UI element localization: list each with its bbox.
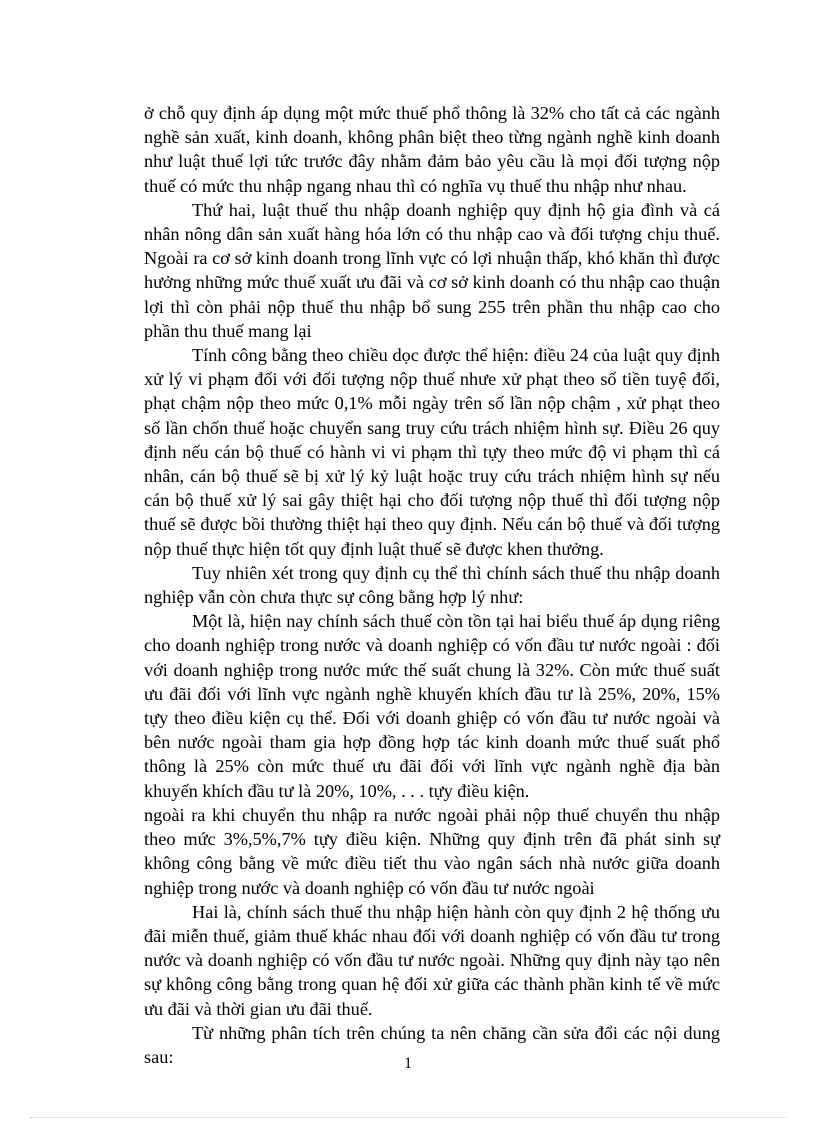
paragraph-6: Hai là, chính sách thuế thu nhập hiện hành còn quy định 2 hệ thống ưu đãi miễn thuế, giảm thuế khác nhau đối với doanh nghiệp có vốn đầu tư trong nước và doanh nghiệp có vốn đầu tư nước ngoài. Những quy định này tạo nên sự không công bằng trong quan hệ đối xử giữa các thành phần kinh tế về mức ưu đãi và thời gian ưu đãi thuế. [144, 901, 720, 1019]
paragraph-5: Một là, hiện nay chính sách thuế còn tồn tại hai biểu thuế áp dụng riêng cho doanh nghiệp trong nước và doanh nghiệp có vốn đầu tư nước ngoài : đối với doanh nghiệp trong nước mức thế suất chung là 32%. Còn mức thuế suất ưu đãi đối với lĩnh vực ngành nghề khuyến khích đầu tư là 25%, 20%, 15% tựy theo điều kiện cụ thể. Đối với doanh ghiệp có vốn đầu tư nước ngoài và bên nước ngoài tham gia hợp đồng hợp tác kinh doanh mức thuế suất phổ thông là 25% còn mức thuế ưu đãi đối với lĩnh vực ngành nghề địa bàn khuyến khích đầu tư là 20%, 10%, . . . tựy điều kiện. ngoài ra khi chuyển thu nhập ra nước ngoài phải nộp thuế chuyển thu nhập theo mức 3%,5%,7% tựy điều kiện. Những quy định trên đã phát sinh sự không công bằng về mức điều tiết thu vào ngân sách nhà nước giữa doanh nghiệp trong nước và doanh nghiệp có vốn đầu tư nước ngoài [144, 611, 720, 898]
paragraph-7: Từ những phân tích trên chúng ta nên chăng cần sửa đổi các nội dung sau: [144, 1022, 720, 1067]
paragraph-3: Tính công bằng theo chiều dọc được thể hiện: điều 24 của luật quy định xử lý vi phạm đối với đối tượng nộp thuế nhưe xử phạt theo số tiền tuyệ đối, phạt chậm nộp theo mức 0,1% mỗi ngày trên số lần nộp chậm , xử phạt theo số lần chốn thuế hoặc chuyển sang truy cứu trách nhiệm hình sự. Điều 26 quy định nếu cán bộ thuế có hành vi vi phạm thì tựy theo mức độ vi phạm thì cá nhân, cán bộ thuế sẽ bị xử lý kỷ luật hoặc truy cứu trách nhiệm hình sự nếu cán bộ thuế xử lý sai gây thiệt hại cho đối tượng nộp thuế thì đối tượng nộp thuế sẽ được bồi thường thiệt hại theo quy định. Nếu cán bộ thuế và đối tượng nộp thuế thực hiện tốt quy định luật thuế sẽ được khen thưởng. [144, 345, 720, 559]
paragraph-4: Tuy nhiên xét trong quy định cụ thể thì chính sách thuế thu nhập doanh nghiệp vẫn còn chưa thực sự công bằng hợp lý như: [144, 562, 720, 608]
body-text [144, 101, 720, 1069]
paragraph-2: Thứ hai, luật thuế thu nhập doanh nghiệp quy định hộ gia đình và cá nhân nông dân sản xuất hàng hóa lớn có thu nhập cao và đối tượng chịu thuế. Ngoài ra cơ sở kinh doanh trong lĩnh vực có lợi nhuận thấp, khó khăn thì được hưởng những mức thuế xuất ưu đãi và cơ sở kinh doanh có thu nhập cao thuận lợi thì còn phải nộp thuế thu nhập bổ sung 255 trên phần thu nhập cao cho phần thu thuế mang lại [144, 199, 720, 341]
paragraph-1: ở chỗ quy định áp dụng một mức thuế phổ thông là 32% cho tất cả các ngành nghề sản xuất, kinh doanh, không phân biệt theo từng ngành nghề kinh doanh như luật thuế lợi tức trước đây nhằm đảm bảo yêu cầu là mọi đối tượng nộp thuế có mức thu nhập ngang nhau thì có nghĩa vụ thuế thu nhập như nhau. [144, 103, 720, 196]
page-number: 1 [404, 1055, 412, 1072]
page-bottom-divider [30, 1117, 786, 1118]
